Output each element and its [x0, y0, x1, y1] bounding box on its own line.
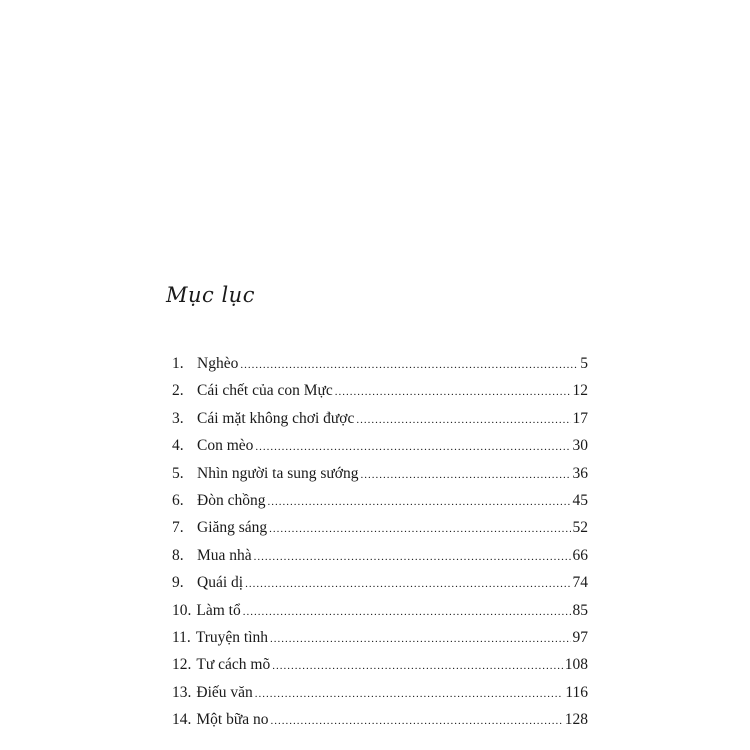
toc-entry	[172, 437, 588, 464]
toc-entry	[172, 519, 588, 546]
toc-entry-number: 13.	[172, 683, 192, 701]
toc-entry-title: Truyện tình	[195, 628, 269, 646]
toc-entry-page: 128	[564, 711, 588, 729]
toc-entry-page: 116	[565, 683, 588, 701]
toc-entry-number: 4.	[172, 437, 184, 455]
toc-dot-leader	[271, 715, 563, 727]
toc-entry-title: Đòn chồng	[197, 491, 266, 509]
toc-entry-title: Cái mặt không chơi được	[197, 409, 355, 427]
toc-dot-leader	[272, 660, 563, 672]
toc-entry	[172, 547, 588, 574]
toc-dot-leader	[255, 688, 564, 700]
toc-dot-leader	[361, 469, 571, 481]
toc-entry-page: 52	[572, 519, 588, 537]
toc-entry-title: Mua nhà	[197, 546, 252, 564]
toc-entry-title: Giăng sáng	[197, 519, 268, 537]
toc-entry-page: 45	[572, 491, 588, 509]
toc-dot-leader	[254, 551, 571, 563]
toc-entry-title: Nghèo	[197, 355, 239, 372]
toc-entry	[172, 602, 588, 629]
toc-entry-page: 66	[572, 546, 588, 564]
toc-entry-number: 11.	[172, 628, 191, 646]
toc-dot-leader	[270, 633, 570, 645]
toc-entry	[172, 574, 588, 601]
toc-dot-leader	[267, 496, 570, 508]
toc-entry	[172, 492, 588, 519]
toc-entry-number: 6.	[172, 491, 184, 509]
toc-entry	[172, 465, 588, 492]
toc-dot-leader	[356, 414, 570, 426]
toc-entry-page: 108	[564, 656, 588, 674]
toc-dot-leader	[240, 359, 578, 371]
toc-entry-title: Quái dị	[197, 574, 244, 592]
toc-entry-title: Cái chết của con Mực	[197, 382, 333, 400]
toc-entry	[172, 629, 588, 656]
toc-entry-number: 9.	[172, 574, 184, 592]
toc-entry-page: 36	[572, 464, 588, 482]
toc-dot-leader	[245, 578, 570, 590]
toc-title: Mục lục	[166, 283, 255, 307]
toc-entry	[172, 711, 588, 738]
toc-entry-number: 12.	[172, 656, 192, 674]
toc-entry	[172, 355, 588, 382]
toc-entry-number: 5.	[172, 464, 184, 482]
toc-entry-page: 74	[572, 574, 588, 592]
toc-entry-page: 12	[572, 382, 588, 400]
toc-entry-number: 1.	[172, 355, 184, 372]
toc-entry	[172, 656, 588, 683]
toc-entry-page: 17	[572, 409, 588, 427]
toc-entry-page: 85	[572, 601, 588, 619]
toc-dot-leader	[269, 523, 570, 535]
toc-entry-number: 2.	[172, 382, 184, 400]
toc-entry-title: Nhìn người ta sung sướng	[197, 464, 359, 482]
toc-entry-number: 3.	[172, 409, 184, 427]
toc-dot-leader	[255, 441, 570, 453]
toc-dot-leader	[335, 386, 571, 398]
toc-entry-page: 30	[572, 437, 588, 455]
toc-entry-title: Con mèo	[197, 437, 254, 455]
toc-entry-title: Một bữa no	[196, 711, 269, 729]
toc-entry	[172, 410, 588, 437]
toc-list	[172, 355, 588, 738]
toc-entry	[172, 382, 588, 409]
toc-entry-title: Điếu văn	[196, 683, 253, 701]
toc-entry-number: 10.	[172, 601, 192, 619]
toc-entry	[172, 684, 588, 711]
toc-entry-number: 14.	[172, 711, 192, 729]
toc-entry-title: Tư cách mõ	[196, 656, 271, 674]
toc-entry-page: 5	[580, 355, 588, 372]
toc-entry-page: 97	[572, 628, 588, 646]
toc-dot-leader	[243, 606, 571, 618]
toc-entry-number: 7.	[172, 519, 184, 537]
toc-entry-title: Làm tổ	[196, 601, 241, 619]
toc-entry-number: 8.	[172, 546, 184, 564]
